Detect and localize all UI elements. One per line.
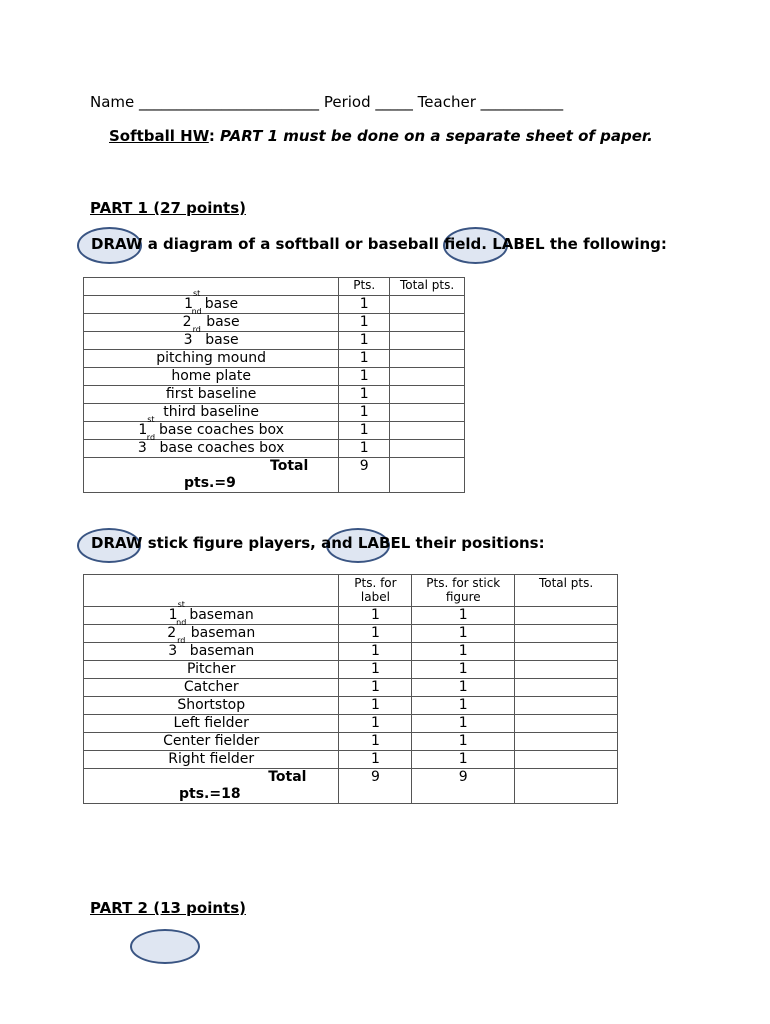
position-label: Catcher (84, 679, 339, 697)
position-label: Left fielder (84, 715, 339, 733)
total-label: Total pts.=9 (84, 458, 339, 493)
item-label: 3rd base coaches box (84, 440, 339, 458)
total-cell[interactable] (515, 751, 618, 769)
total-cell[interactable] (515, 715, 618, 733)
points-cell: 1 (339, 404, 390, 422)
points-cell: 1 (339, 422, 390, 440)
position-label: Right fielder (84, 751, 339, 769)
position-label: Shortstop (84, 697, 339, 715)
table-row (84, 733, 618, 751)
stick-points: 1 (412, 661, 515, 679)
label-points: 1 (339, 751, 412, 769)
instruction-draw-players: DRAW stick figure players, and LABEL their positions: (91, 534, 545, 552)
table-header-row (84, 278, 465, 296)
table-row (84, 625, 618, 643)
points-cell: 1 (339, 386, 390, 404)
table-total-row (84, 458, 465, 493)
total-cell[interactable] (390, 350, 465, 368)
total-cell[interactable] (515, 643, 618, 661)
table-header-cell (84, 278, 339, 296)
item-label: 1st base (84, 296, 339, 314)
table-header-row (84, 575, 618, 607)
total-stick-points: 9 (412, 769, 515, 804)
teacher-label: Teacher (417, 93, 476, 111)
item-label: 3rd base (84, 332, 339, 350)
table-row (84, 314, 465, 332)
total-cell[interactable] (390, 458, 465, 493)
table-header-cell (84, 575, 339, 607)
label-points: 1 (339, 607, 412, 625)
stick-points: 1 (412, 733, 515, 751)
table-row (84, 661, 618, 679)
position-label: 2nd baseman (84, 625, 339, 643)
table-row (84, 422, 465, 440)
table-row (84, 368, 465, 386)
item-label: pitching mound (84, 350, 339, 368)
stick-points: 1 (412, 607, 515, 625)
table-row (84, 607, 618, 625)
highlight-ellipse (130, 929, 200, 964)
label-points: 1 (339, 661, 412, 679)
total-cell[interactable] (390, 314, 465, 332)
stick-points: 1 (412, 643, 515, 661)
total-cell[interactable] (390, 422, 465, 440)
label-points: 1 (339, 697, 412, 715)
total-cell[interactable] (515, 679, 618, 697)
total-cell[interactable] (515, 769, 618, 804)
item-label: third baseline (84, 404, 339, 422)
table-row (84, 332, 465, 350)
table-row (84, 715, 618, 733)
item-label: home plate (84, 368, 339, 386)
table-row (84, 697, 618, 715)
total-cell[interactable] (390, 368, 465, 386)
item-label: 1st base coaches box (84, 422, 339, 440)
total-cell[interactable] (515, 625, 618, 643)
name-label: Name (90, 93, 135, 111)
points-cell: 1 (339, 332, 390, 350)
position-label: Center fielder (84, 733, 339, 751)
table-header-cell: Pts. for label (339, 575, 412, 607)
points-cell: 1 (339, 368, 390, 386)
points-cell: 1 (339, 350, 390, 368)
position-label: Pitcher (84, 661, 339, 679)
total-cell[interactable] (515, 607, 618, 625)
total-cell[interactable] (390, 386, 465, 404)
label-points: 1 (339, 643, 412, 661)
period-label: Period (323, 93, 371, 111)
table-row (84, 386, 465, 404)
table-header-cell: Total pts. (515, 575, 618, 607)
stick-points: 1 (412, 679, 515, 697)
points-cell: 1 (339, 314, 390, 332)
position-label: 1st baseman (84, 607, 339, 625)
points-cell: 1 (339, 296, 390, 314)
table-header-cell: Pts. (339, 278, 390, 296)
total-label: Total pts.=18 (84, 769, 339, 804)
name-blank[interactable]: ________________________ (139, 93, 320, 111)
player-positions-table (83, 574, 618, 804)
period-blank[interactable]: _____ (375, 93, 413, 111)
part2-heading: PART 2 (13 points) (90, 899, 246, 917)
title-note: PART 1 must be done on a separate sheet of paper. (220, 127, 653, 145)
teacher-blank[interactable]: ___________ (480, 93, 564, 111)
title-separator: : (208, 127, 221, 145)
total-cell[interactable] (390, 332, 465, 350)
label-points: 1 (339, 625, 412, 643)
table-row (84, 296, 465, 314)
item-label: first baseline (84, 386, 339, 404)
total-cell[interactable] (515, 661, 618, 679)
title-heading: Softball HW (109, 127, 209, 145)
stick-points: 1 (412, 715, 515, 733)
table-row (84, 679, 618, 697)
table-row (84, 440, 465, 458)
item-label: 2nd base (84, 314, 339, 332)
page-title (109, 127, 653, 145)
stick-points: 1 (412, 697, 515, 715)
table-row (84, 751, 618, 769)
stick-points: 1 (412, 751, 515, 769)
total-cell[interactable] (515, 697, 618, 715)
table-header-cell: Pts. for stick figure (412, 575, 515, 607)
instruction-draw-field: DRAW a diagram of a softball or baseball field. LABEL the following: (91, 235, 667, 253)
table-total-row (84, 769, 618, 804)
label-points: 1 (339, 733, 412, 751)
table-row (84, 643, 618, 661)
total-cell[interactable] (515, 733, 618, 751)
label-points: 1 (339, 679, 412, 697)
field-labels-table (83, 277, 465, 493)
points-cell: 1 (339, 440, 390, 458)
stick-points: 1 (412, 625, 515, 643)
total-cell[interactable] (390, 296, 465, 314)
total-points: 9 (339, 458, 390, 493)
position-label: 3rd baseman (84, 643, 339, 661)
table-header-cell: Total pts. (390, 278, 465, 296)
table-row (84, 404, 465, 422)
part1-heading: PART 1 (27 points) (90, 199, 246, 217)
student-info-line (90, 93, 563, 111)
total-label-points: 9 (339, 769, 412, 804)
total-cell[interactable] (390, 440, 465, 458)
total-cell[interactable] (390, 404, 465, 422)
label-points: 1 (339, 715, 412, 733)
table-row (84, 350, 465, 368)
